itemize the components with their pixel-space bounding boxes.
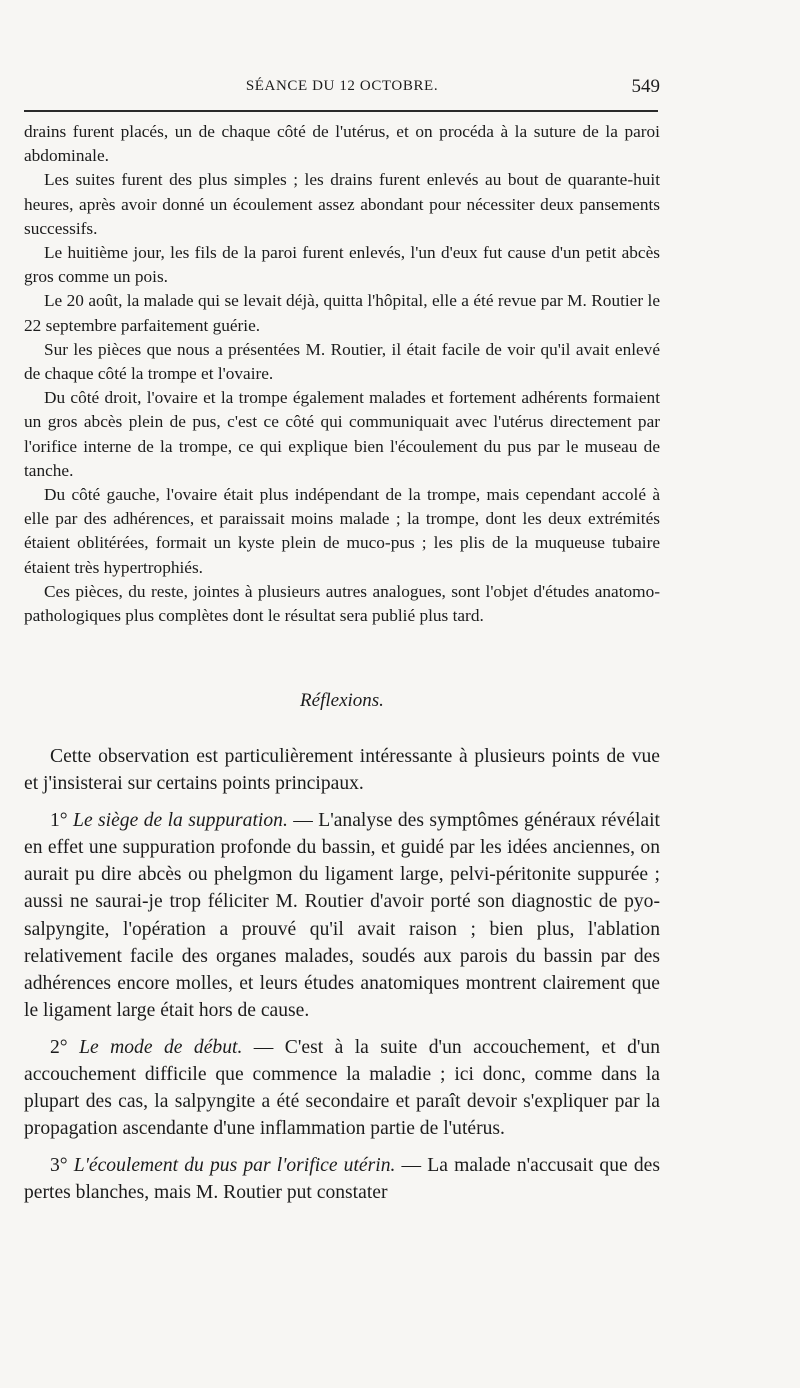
paragraph-text: — L'analyse des symptômes généraux révélait en effet une suppuration profonde du bassin, et guidé par les idées anciennes, on aurait pu dire abcès ou phelgmon du ligament large, pelvi-péritonite suppurée ; aussi ne saurai-je trop féliciter M. Routier d'avoir porté son diagnostic de pyo-salpyngite, l'opération a prouvé qu'il avait raison ; bien plus, l'ablation relativement facile des organes malades, soudés aux parois du bassin par des adhérences encore molles, et leurs études anatomiques montrent clairement que le ligament large était hors de cause.: [24, 810, 660, 1021]
case-report-text: [24, 120, 660, 628]
point-heading: L'écoulement du pus par l'orifice utérin.: [73, 1155, 396, 1177]
running-title: SÉANCE DU 12 OCTOBRE.: [245, 78, 439, 94]
paragraph: Ces pièces, du reste, jointes à plusieurs autres analogues, sont l'objet d'études anatomo-pathologiques plus complètes dont le résultat sera publié plus tard.: [24, 581, 660, 626]
paragraph: [24, 1152, 660, 1206]
point-heading: Le siège de la suppuration.: [73, 810, 288, 832]
header-rule: [24, 110, 658, 112]
paragraph: [24, 743, 660, 797]
point-number: 3°: [50, 1155, 68, 1177]
paragraph: Le huitième jour, les fils de la paroi furent enlevés, l'un d'eux fut cause d'un petit abcès gros comme un pois.: [24, 243, 660, 287]
reflexions-text: [24, 743, 660, 1217]
section-title: Réflexions.: [300, 690, 384, 711]
point-number: 1°: [50, 810, 68, 832]
page-number: 549: [631, 76, 660, 97]
paragraph: Les suites furent des plus simples ; les drains furent enlevés au bout de quarante-huit heures, après avoir donné un écoulement assez abondant pour nécessiter deux pansements successifs.: [24, 170, 660, 238]
paragraph: Du côté droit, l'ovaire et la trompe également malades et fortement adhérents formaient un gros abcès plein de pus, c'est ce côté qui communiquait avec l'utérus directement par l'orifice interne de la trompe, ce qui explique bien l'écoulement du pus par le museau de tanche.: [24, 388, 660, 480]
paragraph-text: — La malade n'accusait que des pertes blanches, mais M. Routier put constater: [24, 1155, 660, 1204]
point-heading: Le mode de début.: [79, 1036, 243, 1058]
paragraph: [24, 1034, 660, 1142]
paragraph: [24, 807, 660, 1024]
paragraph-text: Cette observation est particulièrement intéressante à plusieurs points de vue et j'insisterai sur certains points principaux.: [24, 746, 660, 795]
paragraph: Le 20 août, la malade qui se levait déjà, quitta l'hôpital, elle a été revue par M. Routier le 22 septembre parfaitement guérie.: [24, 291, 660, 335]
paragraph: Sur les pièces que nous a présentées M. Routier, il était facile de voir qu'il avait enlevé de chaque côté la trompe et l'ovaire.: [24, 339, 660, 384]
paragraph-text: — C'est à la suite d'un accouchement, et d'un accouchement difficile que commence la maladie ; ici donc, comme dans la plupart des cas, la salpyngite a été secondaire et paraît devoir s'expliquer par la propagation ascendante d'une inflammation partie de l'utérus.: [24, 1036, 660, 1140]
paragraph: drains furent placés, un de chaque côté de l'utérus, et on procéda à la suture de la paroi abdominale.: [24, 122, 660, 166]
point-number: 2°: [50, 1036, 68, 1058]
paragraph: Du côté gauche, l'ovaire était plus indépendant de la trompe, mais cependant accolé à elle par des adhérences, et paraissait moins malade ; la trompe, dont les deux extrémités étaient oblitérées, formait un kyste plein de muco-pus ; les plis de la muqueuse tubaire étaient très hypertrophiés.: [24, 485, 660, 577]
running-head: [24, 76, 660, 100]
